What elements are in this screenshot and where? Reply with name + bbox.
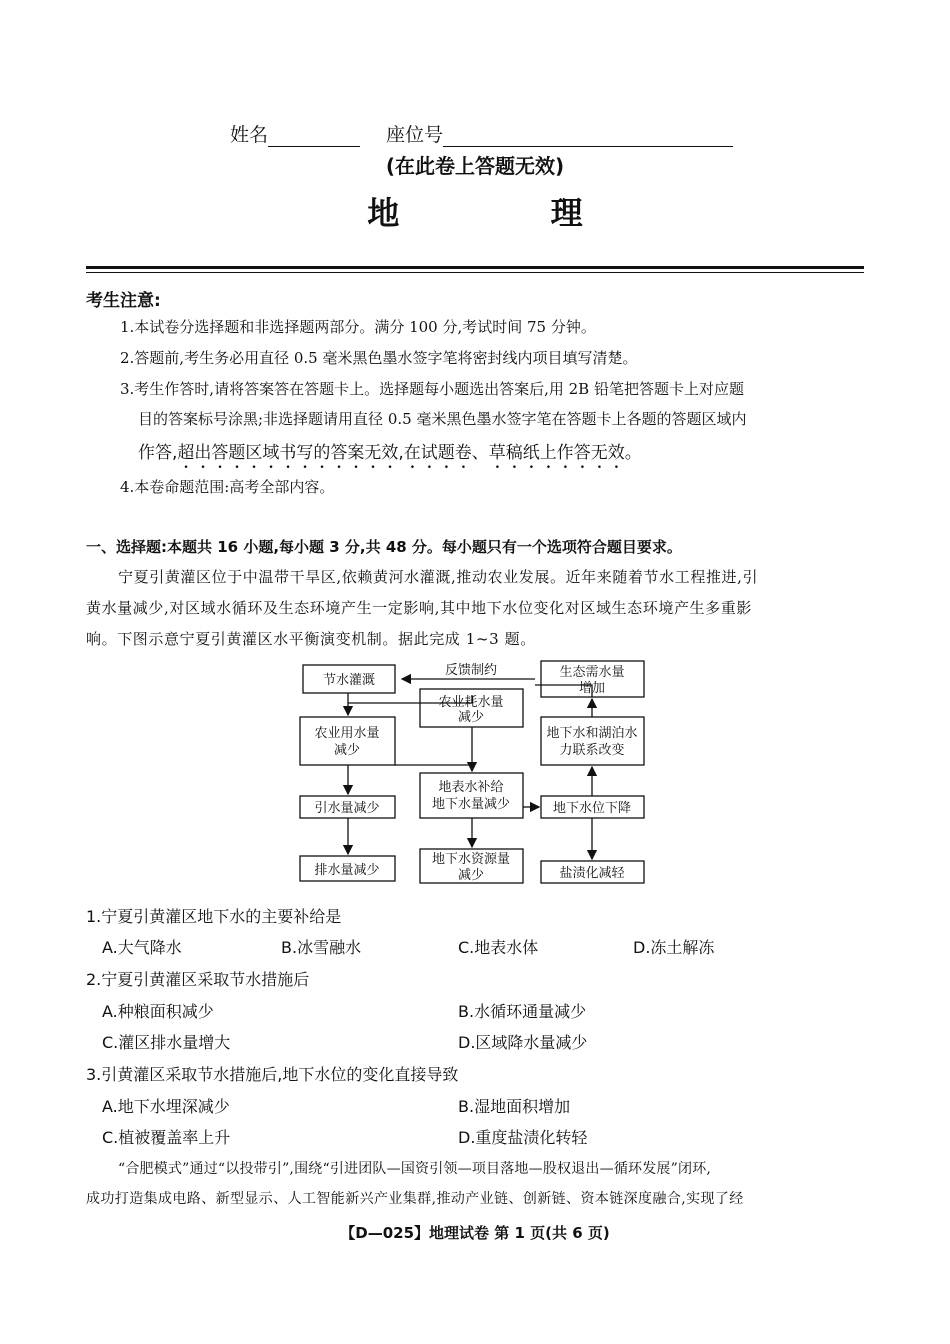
q3-option-b[interactable]: B.湿地面积增加 — [458, 1097, 571, 1116]
section-heading: 一、选择题:本题共 16 小题,每小题 3 分,共 48 分。每小题只有一个选项符合题目要求。 — [86, 538, 682, 556]
notice-item-3-line-1: 3.考生作答时,请将答案答在答题卡上。选择题每小题选出答案后,用 2B 铅笔把答题卡上对应题 — [120, 380, 744, 398]
q2-option-b[interactable]: B.水循环通量减少 — [458, 1002, 587, 1021]
question-2-stem: 2.宁夏引黄灌区采取节水措施后 — [86, 970, 310, 989]
notice-item-3-line-3 — [138, 438, 642, 473]
node-agri-consume-1: 农业耗水量 — [438, 695, 504, 710]
student-info-line — [230, 120, 733, 147]
node-diversion-less: 引水量减少 — [314, 801, 380, 816]
node-feedback: 反馈制约 — [444, 663, 498, 678]
passage-2-line-1: “合肥模式”通过“以投带引”,围绕“引进团队—国资引领—项目落地—股权退出—循环发展”闭环, — [118, 1161, 712, 1177]
notice-item-3-emphasis: 超出答题区域书写的答案无效,在试题卷、草稿纸上作答无效。 — [177, 443, 642, 463]
invalid-note: (在此卷上答题无效) — [385, 154, 565, 178]
q3-option-c[interactable]: C.植被覆盖率上升 — [102, 1128, 231, 1147]
node-surface-recharge-1: 地表水补给 — [438, 780, 504, 795]
q2-option-d[interactable]: D.区域降水量减少 — [458, 1033, 588, 1052]
node-gw-level-drop: 地下水位下降 — [552, 801, 632, 816]
intro-line-3: 响。下图示意宁夏引黄灌区水平衡演变机制。据此完成 1~3 题。 — [86, 630, 536, 648]
water-balance-diagram — [290, 655, 660, 890]
q3-option-d[interactable]: D.重度盐渍化转轻 — [458, 1128, 588, 1147]
node-salinization: 盐渍化减轻 — [559, 866, 625, 881]
seat-blank — [443, 128, 733, 147]
q1-option-d[interactable]: D.冻土解冻 — [633, 938, 715, 957]
notice-item-3-prefix: 作答, — [138, 443, 178, 463]
header-rule-thin — [86, 272, 864, 273]
node-eco-water-1: 生态需水量 — [559, 665, 625, 680]
node-water-saving: 节水灌溉 — [322, 673, 376, 688]
notice-item-3-line-2: 目的答案标号涂黑;非选择题请用直径 0.5 毫米黑色墨水签字笔在答题卡上各题的答题区域内 — [138, 410, 747, 428]
node-drainage-less: 排水量减少 — [314, 863, 380, 878]
seat-label: 座位号 — [386, 124, 444, 146]
node-gw-lake-2: 力联系改变 — [559, 743, 625, 758]
subject-title: 地 理 — [367, 194, 653, 232]
node-gw-resource-2: 减少 — [457, 868, 485, 883]
node-gw-lake-1: 地下水和湖泊水 — [546, 726, 638, 741]
intro-line-1: 宁夏引黄灌区位于中温带干旱区,依赖黄河水灌溉,推动农业发展。近年来随着节水工程推进,引 — [118, 568, 759, 586]
notice-item-4: 4.本卷命题范围:高考全部内容。 — [120, 478, 335, 496]
question-3-stem: 3.引黄灌区采取节水措施后,地下水位的变化直接导致 — [86, 1065, 459, 1084]
q2-option-a[interactable]: A.种粮面积减少 — [102, 1002, 214, 1021]
notice-item-2: 2.答题前,考生务必用直径 0.5 毫米黑色墨水签字笔将密封线内项目填写清楚。 — [120, 349, 638, 367]
passage-2-line-2: 成功打造集成电路、新型显示、人工智能新兴产业集群,推动产业链、创新链、资本链深度融合,实现了经 — [86, 1191, 744, 1207]
q1-option-b[interactable]: B.冰雪融水 — [281, 938, 362, 957]
q1-option-c[interactable]: C.地表水体 — [458, 938, 539, 957]
node-gw-resource-1: 地下水资源量 — [431, 852, 511, 867]
q1-option-a[interactable]: A.大气降水 — [102, 938, 182, 957]
notice-item-1: 1.本试卷分选择题和非选择题两部分。满分 100 分,考试时间 75 分钟。 — [120, 318, 596, 336]
node-surface-recharge-2: 地下水量减少 — [431, 797, 511, 812]
node-agri-use-2: 减少 — [333, 743, 361, 758]
node-agri-use-1: 农业用水量 — [314, 726, 380, 741]
notice-heading: 考生注意: — [86, 291, 161, 311]
question-1-stem: 1.宁夏引黄灌区地下水的主要补给是 — [86, 907, 342, 926]
page-footer: 【D—025】地理试卷 第 1 页(共 6 页) — [340, 1224, 610, 1242]
intro-line-2: 黄水量减少,对区域水循环及生态环境产生一定影响,其中地下水位变化对区域生态环境产生多重影 — [86, 599, 752, 617]
q3-option-a[interactable]: A.地下水埋深减少 — [102, 1097, 230, 1116]
name-blank — [268, 128, 360, 147]
name-label: 姓名 — [230, 124, 269, 146]
header-rule-thick — [86, 266, 864, 269]
q2-option-c[interactable]: C.灌区排水量增大 — [102, 1033, 231, 1052]
node-eco-water-2: 增加 — [578, 681, 606, 696]
node-agri-consume-2: 减少 — [457, 710, 485, 725]
